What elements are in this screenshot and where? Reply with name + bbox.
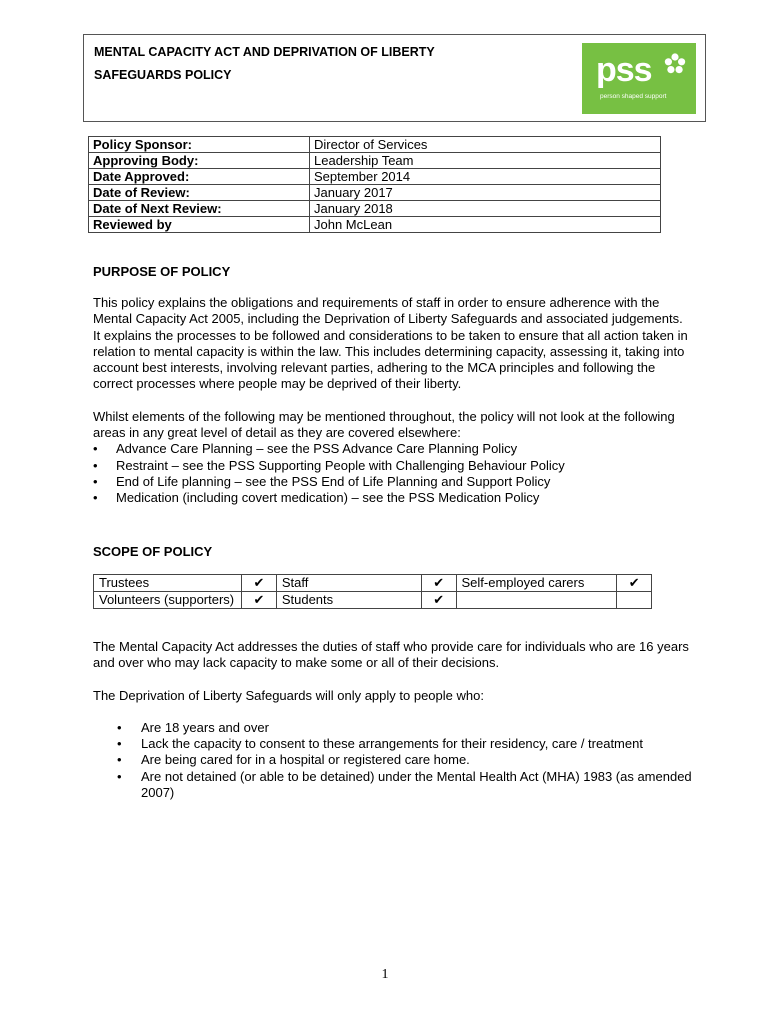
document-title <box>94 41 435 87</box>
scope-cell: Volunteers (supporters) <box>94 592 242 609</box>
table-row <box>89 153 661 169</box>
info-key: Date Approved: <box>89 169 310 185</box>
scope-cell: Staff <box>276 575 421 592</box>
title-line-1: MENTAL CAPACITY ACT AND DEPRIVATION OF LIBERTY <box>94 45 435 59</box>
scope-section <box>93 639 693 801</box>
info-value: January 2018 <box>310 201 661 217</box>
table-row <box>94 592 652 609</box>
purpose-paragraph: This policy explains the obligations and requirements of staff in order to ensure adherence with the Mental Capacity Act 2005, including the Deprivation of Liberty Safeguards and associated judgements. It explains the processes to be followed and considerations to be taken to ensure that all action taken in relation to mental capacity is within the law. This includes determining capacity, assessing it, taking into account best interests, involving relevant parties, adhering to the MCA principles and following the correct processes where people may be deprived of their liberty. <box>93 295 688 392</box>
dols-intro: The Deprivation of Liberty Safeguards will only apply to people who: <box>93 687 484 703</box>
table-row <box>89 137 661 153</box>
scope-cell: Students <box>276 592 421 609</box>
check-icon: ✔ <box>242 575 277 592</box>
info-key: Reviewed by <box>89 217 310 233</box>
list-item: • Lack the capacity to consent to these arrangements for their residency, care / treatment <box>117 736 693 752</box>
excluded-areas-list <box>93 441 693 506</box>
pss-logo <box>582 43 696 114</box>
scope-cell <box>617 592 652 609</box>
dols-criteria-list <box>117 720 693 801</box>
scope-cell: Trustees <box>94 575 242 592</box>
purpose-heading: PURPOSE OF POLICY <box>93 264 231 279</box>
table-row <box>89 169 661 185</box>
page-number: 1 <box>381 967 389 982</box>
info-key: Date of Review: <box>89 185 310 201</box>
table-row <box>89 185 661 201</box>
info-value: January 2017 <box>310 185 661 201</box>
info-value: Leadership Team <box>310 153 661 169</box>
purpose-section <box>93 295 693 507</box>
check-icon: ✔ <box>421 575 456 592</box>
scope-heading: SCOPE OF POLICY <box>93 544 213 559</box>
info-key: Policy Sponsor: <box>89 137 310 153</box>
scope-paragraph: The Mental Capacity Act addresses the duties of staff who provide care for individuals who are 16 years and over who may lack capacity to make some or all of their decisions. <box>93 639 689 671</box>
scope-table <box>93 574 652 609</box>
check-icon: ✔ <box>421 592 456 609</box>
table-row <box>89 217 661 233</box>
list-item: • Medication (including covert medication) – see the PSS Medication Policy <box>93 490 693 506</box>
scope-cell: Self-employed carers <box>456 575 617 592</box>
info-value: September 2014 <box>310 169 661 185</box>
list-item: • End of Life planning – see the PSS End of Life Planning and Support Policy <box>93 474 693 490</box>
list-item: • Are 18 years and over <box>117 720 693 736</box>
check-icon: ✔ <box>617 575 652 592</box>
policy-info-table <box>88 136 661 233</box>
info-key: Approving Body: <box>89 153 310 169</box>
info-value: Director of Services <box>310 137 661 153</box>
document-header <box>83 34 706 122</box>
list-item: • Are being cared for in a hospital or registered care home. <box>117 752 693 768</box>
check-icon: ✔ <box>242 592 277 609</box>
list-item: • Advance Care Planning – see the PSS Advance Care Planning Policy <box>93 441 693 457</box>
info-value: John McLean <box>310 217 661 233</box>
info-key: Date of Next Review: <box>89 201 310 217</box>
flower-icon <box>664 53 686 75</box>
table-row <box>89 201 661 217</box>
logo-wordmark: pss <box>596 51 652 89</box>
table-row <box>94 575 652 592</box>
purpose-intro: Whilst elements of the following may be mentioned throughout, the policy will not look at the following areas in any great level of detail as they are covered elsewhere: <box>93 408 675 441</box>
title-line-2: SAFEGUARDS POLICY <box>94 68 232 82</box>
list-item: • Are not detained (or able to be detained) under the Mental Health Act (MHA) 1983 (as amended 2007) <box>117 769 693 802</box>
logo-tagline: person shaped support <box>600 93 667 100</box>
scope-cell <box>456 592 617 609</box>
list-item: • Restraint – see the PSS Supporting People with Challenging Behaviour Policy <box>93 458 693 474</box>
